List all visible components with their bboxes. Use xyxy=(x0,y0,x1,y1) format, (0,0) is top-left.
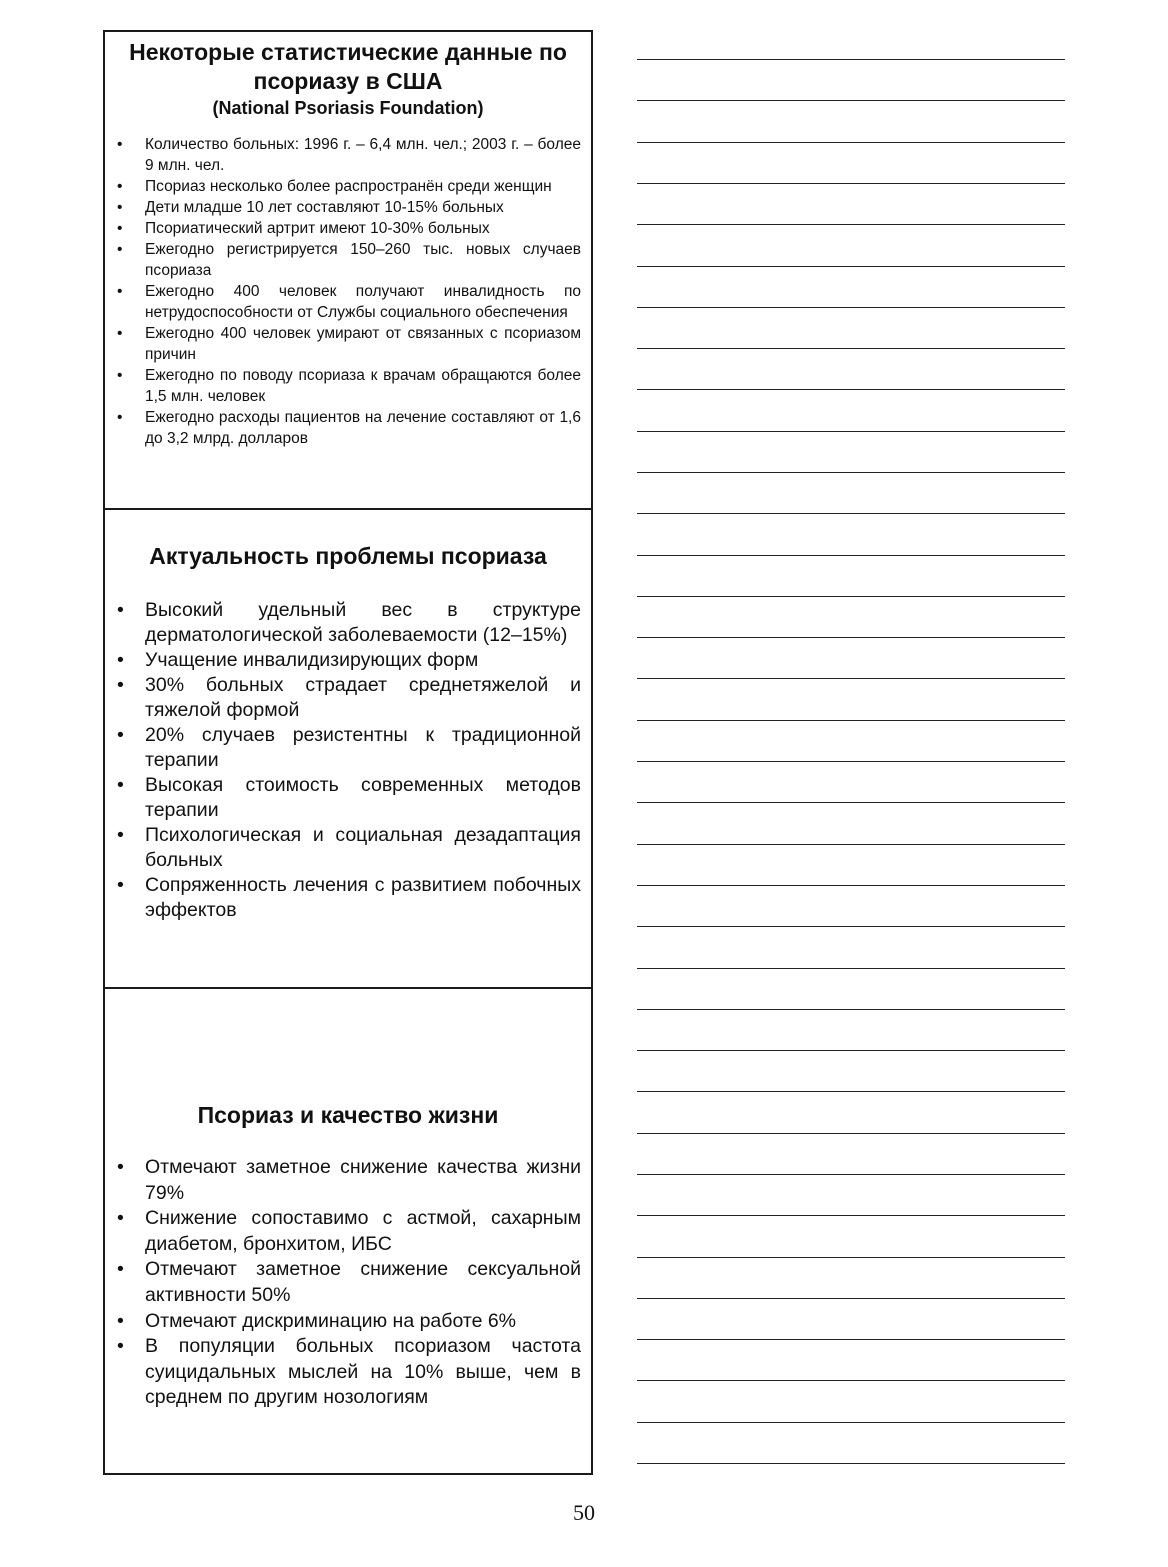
note-line xyxy=(637,183,1065,184)
slides-box xyxy=(103,30,593,1475)
note-line xyxy=(637,266,1065,267)
ruled-notes-area xyxy=(637,0,1065,1567)
note-line xyxy=(637,142,1065,143)
quality-title: Псориаз и качество жизни xyxy=(197,1102,499,1128)
list-item: • В популяции больных псориазом частота суицидальных мыслей на 10% выше, чем в среднем по другим нозологиям xyxy=(117,1334,581,1411)
section-relevance xyxy=(105,510,591,989)
statistics-title: Некоторые статистические данные по псориазу в США xyxy=(129,39,567,94)
section-quality-of-life xyxy=(105,989,591,1473)
note-line xyxy=(637,844,1065,845)
list-item: • Ежегодно расходы пациентов на лечение составляют от 1,6 до 3,2 млрд. долларов xyxy=(117,407,581,449)
list-item: • Дети младше 10 лет составляют 10-15% больных xyxy=(117,197,581,218)
note-line xyxy=(637,1339,1065,1340)
note-line xyxy=(637,389,1065,390)
list-item: • Ежегодно регистрируется 150–260 тыс. новых случаев псориаза xyxy=(117,239,581,281)
note-line xyxy=(637,513,1065,514)
note-line xyxy=(637,1257,1065,1258)
list-item: • Отмечают дискриминацию на работе 6% xyxy=(117,1309,581,1335)
note-line xyxy=(637,1050,1065,1051)
note-line xyxy=(637,761,1065,762)
note-line xyxy=(637,307,1065,308)
note-line xyxy=(637,1009,1065,1010)
note-line xyxy=(637,472,1065,473)
list-item: • Псориаз несколько более распространён среди женщин xyxy=(117,176,581,197)
note-line xyxy=(637,59,1065,60)
list-item: • Психологическая и социальная дезадаптация больных xyxy=(117,823,581,873)
note-line xyxy=(637,1380,1065,1381)
note-line xyxy=(637,802,1065,803)
list-item: • Снижение сопоставимо с астмой, сахарным диабетом, бронхитом, ИБС xyxy=(117,1206,581,1257)
list-item: • Ежегодно 400 человек умирают от связанных с псориазом причин xyxy=(117,323,581,365)
list-item: • Высокий удельный вес в структуре дерматологической заболеваемости (12–15%) xyxy=(117,598,581,648)
list-item: • Сопряженность лечения с развитием побочных эффектов xyxy=(117,873,581,923)
quality-list xyxy=(105,1155,591,1411)
list-item: • Отмечают заметное снижение сексуальной активности 50% xyxy=(117,1257,581,1308)
note-line xyxy=(637,1422,1065,1423)
note-line xyxy=(637,348,1065,349)
note-line xyxy=(637,596,1065,597)
note-line xyxy=(637,968,1065,969)
note-line xyxy=(637,637,1065,638)
list-item: • Ежегодно 400 человек получают инвалидность по нетрудоспособности от Службы социального обеспечения xyxy=(117,281,581,323)
note-line xyxy=(637,100,1065,101)
statistics-subtitle: (National Psoriasis Foundation) xyxy=(212,98,484,118)
note-line xyxy=(637,1091,1065,1092)
list-item: • Высокая стоимость современных методов терапии xyxy=(117,773,581,823)
list-item: • Количество больных: 1996 г. – 6,4 млн. чел.; 2003 г. – более 9 млн. чел. xyxy=(117,134,581,176)
relevance-title: Актуальность проблемы псориаза xyxy=(149,543,547,569)
note-line xyxy=(637,926,1065,927)
page-number: 50 xyxy=(573,1500,595,1525)
list-item: • Учащение инвалидизирующих форм xyxy=(117,648,581,673)
note-line xyxy=(637,224,1065,225)
list-item: • Псориатический артрит имеют 10-30% больных xyxy=(117,218,581,239)
note-line xyxy=(637,1215,1065,1216)
note-line xyxy=(637,431,1065,432)
note-line xyxy=(637,1174,1065,1175)
note-line xyxy=(637,1133,1065,1134)
note-line xyxy=(637,720,1065,721)
list-item: • 30% больных страдает среднетяжелой и тяжелой формой xyxy=(117,673,581,723)
statistics-list xyxy=(105,134,591,449)
list-item: • Отмечают заметное снижение качества жизни 79% xyxy=(117,1155,581,1206)
relevance-list xyxy=(105,598,591,923)
list-item: • Ежегодно по поводу псориаза к врачам обращаются более 1,5 млн. человек xyxy=(117,365,581,407)
note-line xyxy=(637,885,1065,886)
note-line xyxy=(637,555,1065,556)
section-statistics xyxy=(105,32,591,510)
note-line xyxy=(637,1463,1065,1464)
note-line xyxy=(637,678,1065,679)
list-item: • 20% случаев резистентны к традиционной терапии xyxy=(117,723,581,773)
note-line xyxy=(637,1298,1065,1299)
